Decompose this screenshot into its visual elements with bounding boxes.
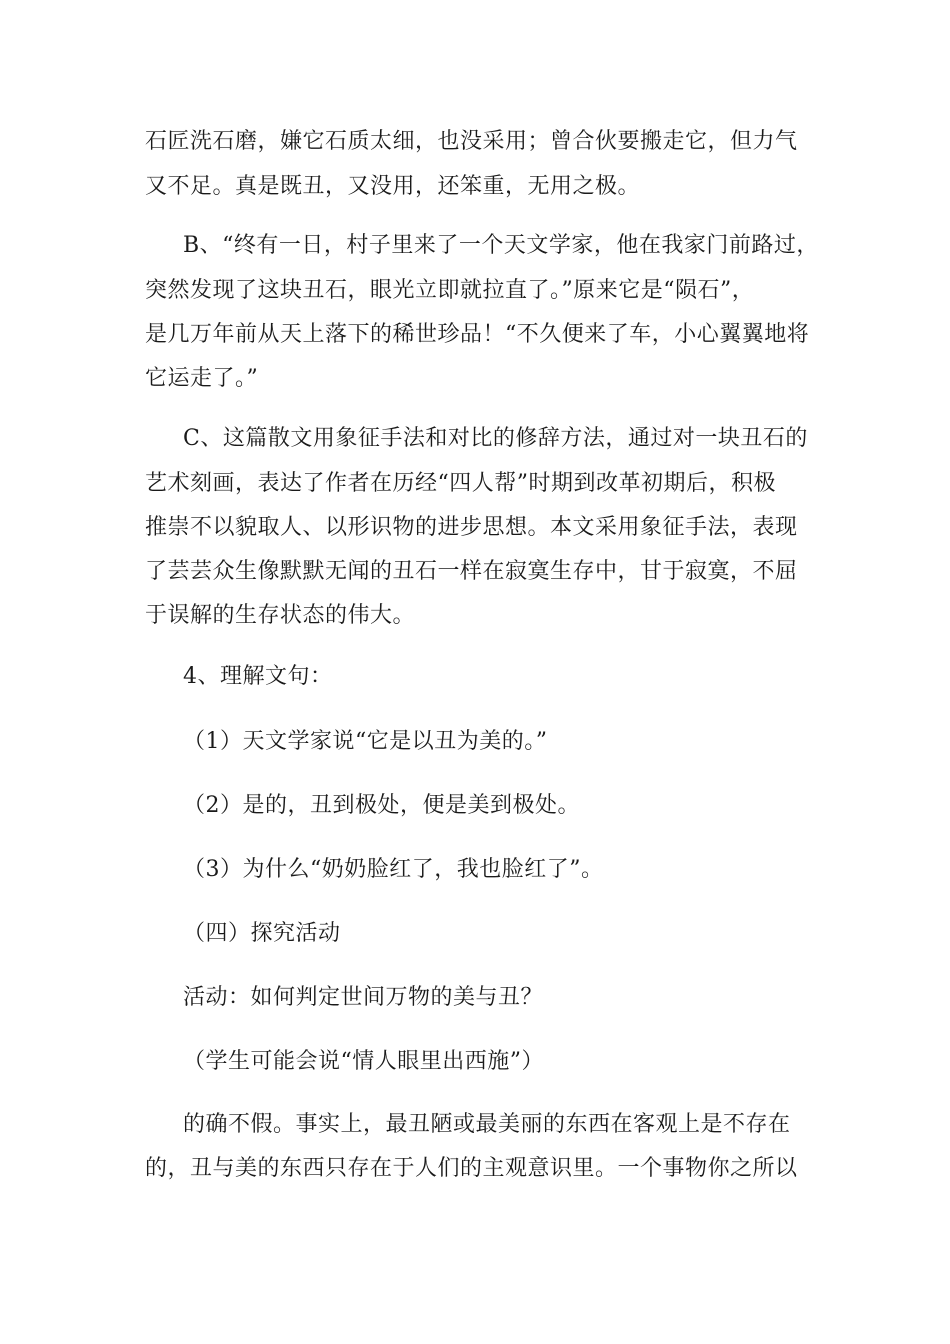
paragraph-b-line-3: 是几万年前从天上落下的稀世珍品！“不久便来了车，小心翼翼地将: [145, 322, 810, 347]
paragraph-c-line-4: 了芸芸众生像默默无闻的丑石一样在寂寞生存中，甘于寂寞，不屈: [145, 559, 798, 584]
paragraph-c-line-2: 艺术刻画，表达了作者在历经“四人帮”时期到改革初期后，积极: [145, 471, 776, 496]
paragraph-c-line-5: 于误解的生存状态的伟大。: [145, 603, 416, 628]
section-heading-inquiry: （四）探究活动: [183, 921, 341, 946]
heading-understand-sentences: 4、理解文句：: [183, 664, 333, 689]
paragraph-final-line-1: 的确不假。事实上，最丑陋或最美丽的东西在客观上是不存在: [183, 1112, 791, 1137]
paragraph-c-line-3: 推崇不以貌取人、以形识物的进步思想。本文采用象征手法，表现: [145, 515, 798, 540]
paragraph-b-line-2: 突然发现了这块丑石，眼光立即就拉直了。”原来它是“陨石”，: [145, 278, 755, 303]
paragraph-final-line-2: 的，丑与美的东西只存在于人们的主观意识里。一个事物你之所以: [145, 1156, 798, 1181]
paragraph-1-line-1: 石匠洗石磨，嫌它石质太细，也没采用；曾合伙要搬走它，但力气: [145, 129, 798, 154]
list-item-3: （3）为什么“奶奶脸红了，我也脸红了”。: [183, 857, 604, 882]
paragraph-b-line-1: B、“终有一日，村子里来了一个天文学家，他在我家门前路过，: [183, 233, 819, 258]
paragraph-c-line-1: C、这篇散文用象征手法和对比的修辞方法，通过对一块丑石的: [183, 426, 808, 451]
paragraph-b-line-4: 它运走了。”: [145, 366, 259, 391]
list-item-1: （1）天文学家说“它是以丑为美的。”: [183, 729, 548, 754]
student-answer-note: （学生可能会说“情人眼里出西施”）: [183, 1049, 544, 1074]
list-item-2: （2）是的，丑到极处，便是美到极处。: [183, 793, 580, 818]
activity-question: 活动：如何判定世间万物的美与丑？: [183, 985, 544, 1010]
paragraph-1-line-2: 又不足。真是既丑，又没用，还笨重，无用之极。: [145, 174, 641, 199]
